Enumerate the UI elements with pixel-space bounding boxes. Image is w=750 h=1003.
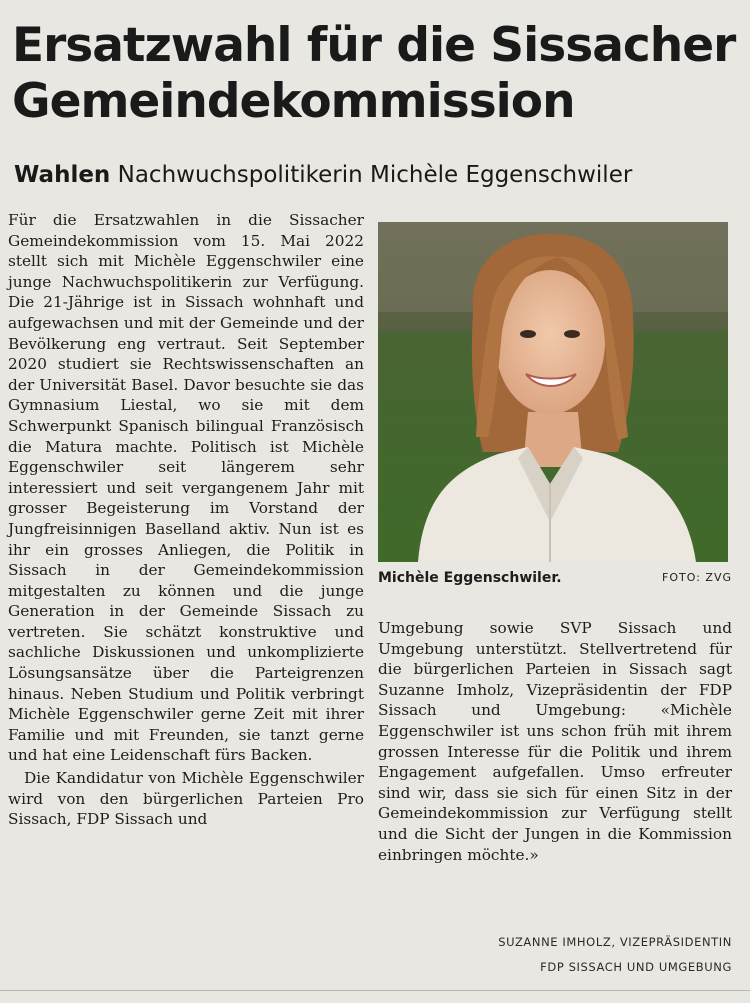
portrait-illustration (378, 222, 728, 562)
bottom-rule (0, 990, 750, 991)
photo-caption (378, 569, 732, 587)
portrait-photo (378, 222, 728, 562)
subheadline (14, 160, 744, 190)
headline-line-2: Gemeindekommission (12, 74, 575, 129)
right-paragraph: Umgebung sowie SVP Sissach und Umgebung unterstützt. Stellvertretend für die bürgerlichen Parteien in Sissach sagt Suzanne Imholz, Vizepräsidentin der FDP Sissach und Umgebung: «Michèle Eggenschwiler ist uns schon früh mit ihrem grossen Interesse für die Politik und ihrem Engagement aufgefallen. Umso erfreuter sind wir, dass sie sich für einen Sitz in der Gemeindekommission zur Verfügung stellt und die Sicht der Jungen in die Kommission einbringen möchte.» (378, 619, 732, 864)
left-paragraph-2: Die Kandidatur von Michèle Eggenschwiler wird von den bürgerlichen Parteien Pro Sissach, FDP Sissach und (8, 769, 364, 829)
left-paragraph-1: Für die Ersatzwahlen in die Sissacher Gemeindekommission vom 15. Mai 2022 stellt sich mit Michèle Eggenschwiler eine junge Nachwuchspolitikerin zur Verfügung. Die 21-Jährige ist in Sissach wohnhaft und aufgewachsen und mit der Gemeinde und der Bevölkerung eng vertraut. Seit September 2020 studiert sie Rechtswissenschaften an der Universität Basel. Davor besuchte sie das Gymnasium Liestal, wo sie mit dem Schwerpunkt Spanisch bilingual Französisch die Matura machte. Politisch ist Michèle Eggenschwiler seit längerem sehr interessiert und seit vergangenem Jahr mit grosser Begeisterung im Vorstand der Jungfreisinnigen Baselland aktiv. Nun ist es ihr ein grosses Anliegen, die Politik in Sissach in der Gemeindekommission mitgestalten zu können und die junge Generation in der Gemeinde Sissach zu vertreten. Sie schätzt konstruktive und sachliche Diskussionen und unkomplizierte Lösungsansätze über die Parteigrenzen hinaus. Neben Studium und Politik verbringt Michèle Eggenschwiler gerne Zeit mit ihrer Familie und mit Freunden, sie tanzt gerne und hat eine Leidenschaft fürs Backen. (8, 211, 364, 765)
kicker: Wahlen (14, 162, 111, 188)
signature-line-1: SUZANNE IMHOLZ, VIZEPRÄSIDENTIN (498, 935, 732, 949)
headline (12, 18, 742, 130)
left-column (8, 210, 364, 830)
photo-credit: FOTO: ZVG (662, 571, 732, 584)
signature-line-2: FDP SISSACH UND UMGEBUNG (540, 960, 732, 974)
right-column (378, 618, 732, 865)
headline-line-1: Ersatzwahl für die Sissacher (12, 18, 736, 73)
caption-name: Michèle Eggenschwiler. (378, 570, 562, 586)
subhead-text: Nachwuchspolitikerin Michèle Eggenschwiler (117, 162, 633, 188)
